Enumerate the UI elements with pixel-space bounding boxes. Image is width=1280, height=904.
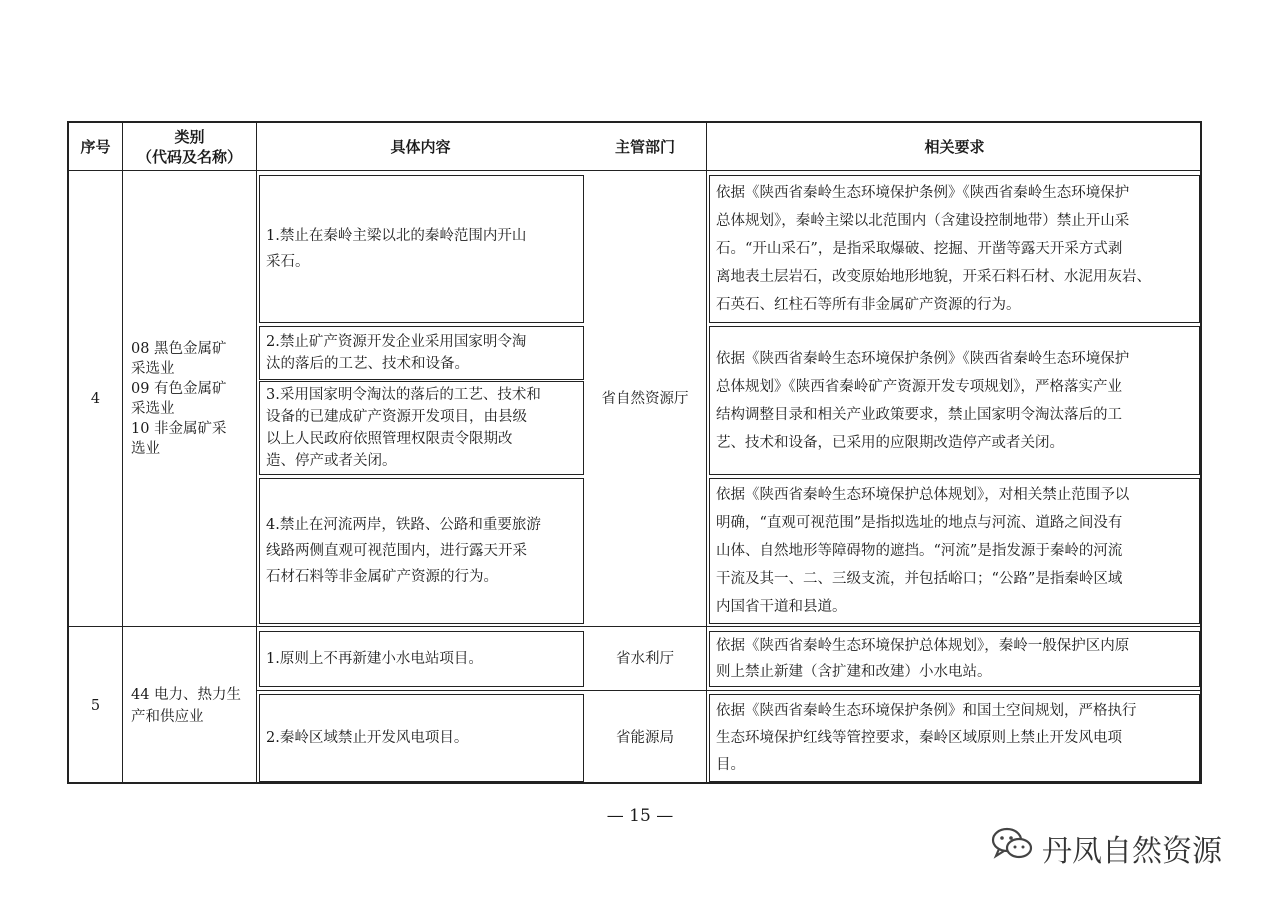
row4-content-2: 2.禁止矿产资源开发企业采用国家明令淘 汰的落后的工艺、技术和设备。 [259, 326, 584, 380]
row5-department-2: 省能源局 [616, 729, 674, 746]
regulation-table [67, 121, 1202, 784]
row5-requirement-1: 依据《陕西省秦岭生态环境保护总体规划》，秦岭一般保护区内原 则上禁止新建（含扩建和改建）小水电站。 [709, 631, 1200, 687]
row4-department: 省自然资源厅 [601, 390, 689, 407]
header-category-title: 类别 [174, 127, 205, 146]
row4-requirement-1: 依据《陕西省秦岭生态环境保护条例》《陕西省秦岭生态环境保护 总体规划》，秦岭主梁以北范围内（含建设控制地带）禁止开山采 石。“开山采石”，是指采取爆破、挖掘、开凿等露天开采方式剥 离地表土层岩石，改变原始地形地貌，开采石料石材、水泥用灰岩、 石英石、红柱石等所有非金属矿产资源的行为。 [709, 175, 1200, 323]
column-divider [706, 123, 707, 782]
row4-category: 08 黑色金属矿 采选业 09 有色金属矿 采选业 10 非金属矿采 选业 [131, 340, 227, 457]
row5-seq: 5 [90, 697, 101, 714]
wechat-icon [990, 825, 1034, 871]
row4-seq: 4 [90, 390, 101, 407]
watermark [990, 826, 1222, 870]
header-department: 主管部门 [614, 137, 675, 156]
header-content: 具体内容 [390, 137, 451, 156]
row4-requirement-3: 依据《陕西省秦岭生态环境保护总体规划》，对相关禁止范围予以 明确，“直观可视范围”是指拟选址的地点与河流、道路之间没有 山体、自然地形等障碍物的遮挡。“河流”是指发源于秦岭的河流 干流及其一、二、三级支流，并包括峪口；“公路”是指秦岭区域 内国省干道和县道。 [709, 478, 1200, 624]
row4-content-4: 4.禁止在河流两岸，铁路、公路和重要旅游 线路两侧直观可视范围内，进行露天开采 石材石料等非金属矿产资源的行为。 [259, 478, 584, 624]
row4-content-1: 1.禁止在秦岭主梁以北的秦岭范围内开山 采石。 [259, 175, 584, 323]
row5-content-2: 2.秦岭区域禁止开发风电项目。 [259, 694, 584, 782]
row5-content-1: 1.原则上不再新建小水电站项目。 [259, 631, 584, 687]
row-divider [256, 690, 1200, 691]
header-category [123, 123, 256, 170]
header-requirements: 相关要求 [924, 137, 985, 156]
header-category-subtitle: （代码及名称） [136, 147, 242, 166]
row5-department-1: 省水利厅 [616, 650, 674, 667]
column-divider [256, 123, 257, 782]
watermark-text: 丹凤自然资源 [1042, 834, 1222, 869]
row5-requirement-2: 依据《陕西省秦岭生态环境保护条例》和国土空间规划，严格执行 生态环境保护红线等管控要求，秦岭区域原则上禁止开发风电项 目。 [709, 694, 1200, 782]
row4-content-3: 3.采用国家明令淘汰的落后的工艺、技术和 设备的已建成矿产资源开发项目，由县级 以上人民政府依照管理权限责令限期改 造、停产或者关闭。 [259, 381, 584, 475]
header-seq: 序号 [80, 137, 111, 156]
row4-requirement-2: 依据《陕西省秦岭生态环境保护条例》《陕西省秦岭生态环境保护 总体规划》《陕西省秦岭矿产资源开发专项规划》，严格落实产业 结构调整目录和相关产业政策要求，禁止国家明令淘汰落后的工 艺、技术和设备，已采用的应限期改造停产或者关闭。 [709, 326, 1200, 475]
column-divider [122, 123, 123, 782]
page-number: — 15 — [606, 806, 674, 826]
row5-category: 44 电力、热力生 产和供应业 [131, 686, 242, 725]
